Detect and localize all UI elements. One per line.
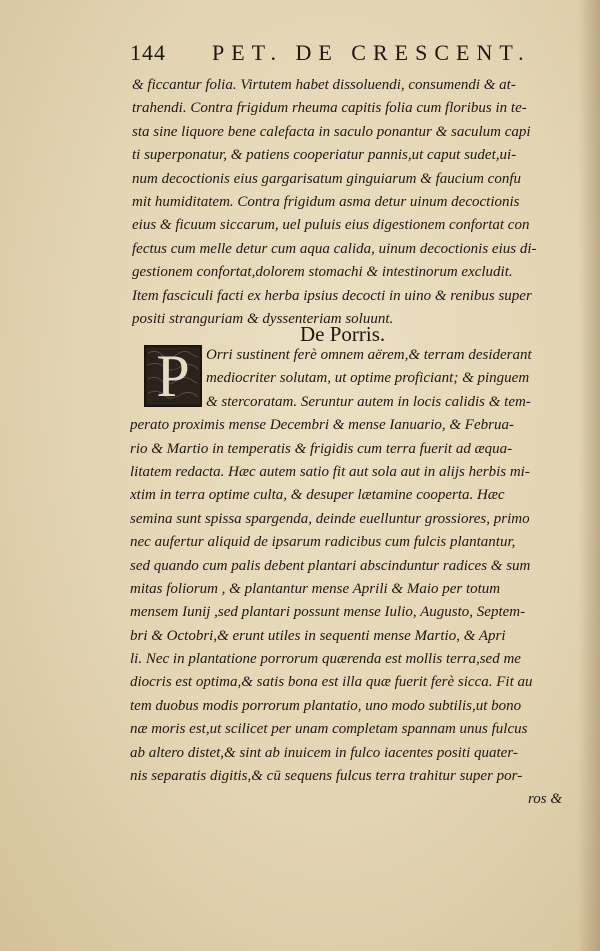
text-line: li. Nec in plantatione porrorum quærenda est mollis terra,sed me <box>130 651 521 668</box>
text-line: fectus cum melle detur cum aqua calida, uinum decoctionis eius di- <box>132 240 537 257</box>
text-line: mensem Iunij ,sed plantari possunt mense Iulio, Augusto, Septem- <box>130 604 526 621</box>
text-line: num decoctionis eius gargarisatum ginguiarum & faucium confu <box>132 170 522 187</box>
text-line: sed quando cum palis debent plantari abscinduntur radices & sum <box>130 557 531 574</box>
text-line: tem duobus modis porrorum plantatio, uno modo subtilis,ut bono <box>130 697 522 714</box>
text-line: trahendi. Contra frigidum rheuma capitis folia cum floribus in te- <box>132 100 527 117</box>
paragraph-porris <box>130 344 570 812</box>
text-line: xtim in terra optime culta, & desuper lætamine cooperta. Hæc <box>130 487 505 504</box>
text-line: bri & Octobri,& erunt utiles in sequenti mense Martio, & Apri <box>130 627 506 644</box>
section-heading: De Porris. <box>300 322 386 346</box>
text-line: næ moris est,ut scilicet per unam completam spannam unus fulcus <box>130 721 528 738</box>
page-header <box>130 40 550 74</box>
running-head: PET. DE CRESCENT. <box>212 40 531 65</box>
text-line: & ficcantur folia. Virtutem habet dissoluendi, consumendi & at- <box>132 77 516 93</box>
text-line: perato proximis mense Decembri & mense Ianuario, & Februa- <box>130 417 514 434</box>
text-line: mitas foliorum , & plantantur mense Aprili & Maio per totum <box>130 580 501 597</box>
text-line: diocris est optima,& satis bona est illa quæ fuerit ferè sicca. Fit au <box>130 674 533 691</box>
paragraph-top <box>132 74 562 331</box>
page-number: 144 <box>130 40 166 65</box>
page-gutter-shadow <box>578 0 600 951</box>
text-line: ab altero distet,& sint ab inuicem in fulco iacentes positi quater- <box>130 744 518 761</box>
text-line: nis separatis digitis,& cū sequens fulcus terra trahitur super por- <box>130 768 523 785</box>
text-line: positi stranguriam & dyssenteriam soluunt. <box>132 310 394 327</box>
text-line: mit humiditatem. Contra frigidum asma detur uinum decoctionis <box>132 193 520 210</box>
text-line: semina sunt spissa spargenda, deinde euelluntur grossiores, primo <box>130 510 530 527</box>
text-line: mediocriter solutam, ut optime proficiant; & pinguem <box>206 370 530 387</box>
text-line: & stercoratam. Seruntur autem in locis calidis & tem- <box>206 393 531 410</box>
text-line: litatem redacta. Hæc autem satio fit aut sola aut in alijs herbis mi- <box>130 463 530 480</box>
text-line: gestionem confortat,dolorem stomachi & intestinorum excludit. <box>132 264 513 281</box>
text-line: sta sine liquore bene calefacta in saculo ponantur & saculum capi <box>132 123 531 140</box>
catchword: ros & <box>527 791 562 808</box>
text-line: rio & Martio in temperatis & frigidis cum terra fuerit ad æqua- <box>130 440 513 457</box>
text-line: Orri sustinent ferè omnem aërem,& terram desiderant <box>206 347 532 363</box>
text-line: ti superponatur, & patiens cooperiatur pannis,ut caput sudet,ui- <box>132 147 517 164</box>
text-line: eius & ficuum siccarum, uel puluis eius digestionem confortat con <box>132 217 530 234</box>
text-line: nec aufertur aliquid de ipsarum radicibus cum fulcis plantantur, <box>130 534 516 551</box>
initial-letter: P <box>156 345 190 407</box>
text-line: Item fasciculi facti ex herba ipsius decocti in uino & renibus super <box>132 287 532 304</box>
